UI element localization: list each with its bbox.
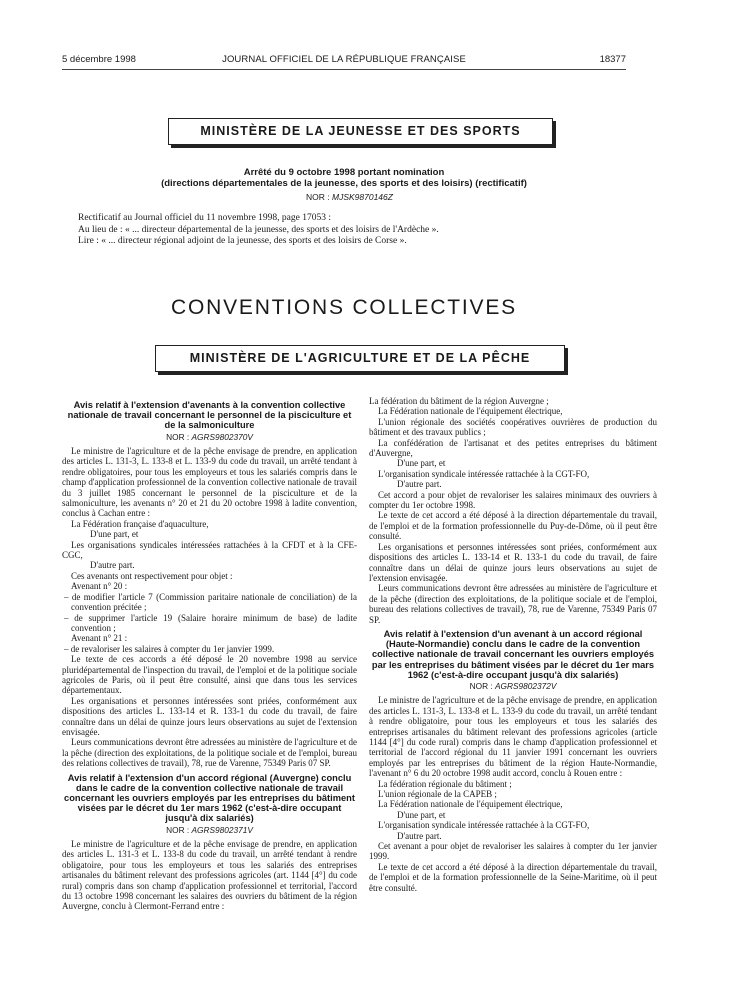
paragraph: D'une part, et: [397, 809, 446, 820]
lire-line: Lire : « ... directeur régional adjoint de la jeunesse, des sports et des loisirs de Corse ».: [78, 236, 407, 246]
arrete-nor: NOR : MJSK9870146Z: [306, 192, 393, 202]
paragraph: L'union régionale des sociétés coopératives ouvrières de production du bâtiment et des travaux publics ;: [369, 416, 657, 438]
paragraph: Cet avenant a pour objet de revaloriser les salaires à compter du 1er janvier 1999.: [369, 841, 657, 862]
list-item: – de modifier l'article 7 (Commission paritaire nationale de conciliation) de la convention précitée ;: [64, 591, 357, 613]
paragraph: L'organisation syndicale intéressée rattachée à la CGT-FO,: [378, 820, 590, 831]
header-date: 5 décembre 1998: [62, 54, 136, 65]
paragraph: La fédération régionale du bâtiment ;: [378, 778, 512, 789]
avis-title: Avis relatif à l'extension d'un accord régional (Auvergne) conclu dans le cadre de la convention collective nationale de travail concernant les ouvriers employés par les entreprises du bâtiment visées par le décret du 1er mars 1962 (c'est-à-dire occupant jusqu'à dix salariés): [64, 772, 355, 824]
paragraph: D'autre part.: [90, 560, 135, 571]
paragraph: Les organisations syndicales intéressées rattachées à la CFDT et à la CFE-CGC,: [62, 539, 357, 561]
paragraph: La fédération du bâtiment de la région Auvergne ;: [369, 396, 549, 406]
paragraph: Le ministre de l'agriculture et de la pêche envisage de prendre, en application des articles L. 131-3 et L. 133-8 du code du travail, un arrêté tendant à rendre obligatoire, pour tous les employeurs et tous les salariés des entreprises artisanales du bâtiment relevant des professions agricoles (art. 1144 [4°] du code rural) compris dans son champ d'application professionnel et territorial, l'accord du 13 octobre 1998 concernant les salaires des ouvriers du bâtiment de la région Auvergne, conclu à Clermont-Ferrand entre :: [62, 839, 357, 912]
paragraph: D'autre part.: [397, 479, 442, 490]
paragraph: La Fédération française d'aquaculture,: [71, 518, 209, 529]
header-rule: [62, 69, 626, 70]
paragraph: D'autre part.: [397, 830, 442, 841]
paragraph: Les organisations et personnes intéressées sont priées, conformément aux dispositions des articles L. 133-14 et R. 133-1 du code du travail, de faire connaître dans un délai de quinze jours leurs observations au sujet de l'extension envisagée.: [369, 541, 657, 583]
paragraph: La Fédération nationale de l'équipement électrique,: [378, 799, 563, 810]
paragraph: D'une part, et: [397, 458, 446, 469]
avis-nor: NOR : AGRS9802372V: [469, 680, 557, 691]
paragraph: La confédération de l'artisanat et des petites entreprises du bâtiment d'Auvergne,: [369, 437, 657, 459]
paragraph: Le texte de cet accord a été déposé à la direction départementale du travail, de l'emploi et de la formation professionnelle du Puy-de-Dôme, où il peut être consulté.: [369, 510, 657, 542]
rectificatif-line: Rectificatif au Journal officiel du 11 novembre 1998, page 17053 :: [78, 213, 331, 223]
left-column: [62, 396, 357, 912]
paragraph: L'organisation syndicale intéressée rattachée à la CGT-FO,: [378, 468, 590, 479]
au-lieu-de-line: Au lieu de : « ... directeur départemental de la jeunesse, des sports et des loisirs de l'Ardèche ».: [78, 224, 439, 235]
paragraph: Le texte de cet accord a été déposé à la direction départementale du travail, de l'emploi et de la formation professionnelle de la Seine-Maritime, où il peut être consulté.: [369, 861, 657, 893]
ministry-heading-agriculture: MINISTÈRE DE L'AGRICULTURE ET DE LA PÊCHE: [155, 345, 565, 372]
list-item: – de revaloriser les salaires à compter du 1er janvier 1999.: [64, 643, 275, 654]
paragraph: Ces avenants ont respectivement pour objet :: [71, 570, 233, 581]
paragraph: Le ministre de l'agriculture et de la pêche envisage de prendre, en application des articles L. 131-3, L. 133-8 et L. 133-9 du code du travail, un arrêté tendant à rendre obligatoires, pour tous les employeurs et tous les salariés compris dans le champ d'application professionnel de la convention collective nationale de travail du 3 juillet 1985 concernant le personnel de la pisciculture et de la salmoniculture, les avenants n° 20 et 21 du 20 octobre 1998 à ladite convention, conclus à Cachan entre :: [62, 446, 357, 519]
paragraph: Avenant n° 21 :: [71, 633, 128, 644]
running-header: [62, 54, 626, 68]
paragraph: Cet accord a pour objet de revaloriser les salaires minimaux des ouvriers à compter du 1er octobre 1998.: [369, 489, 657, 511]
right-column: [369, 396, 657, 893]
paragraph: Leurs communications devront être adressées au ministère de l'agriculture et de la pêche (direction des exploitations, de la politique sociale et de l'emploi, bureau des relations collectives de travail), 78, rue de Varenne, 75349 Paris 07 SP.: [62, 737, 358, 769]
paragraph: Avenant n° 20 :: [71, 581, 128, 592]
avis-nor: NOR : AGRS9802371V: [166, 824, 253, 835]
paragraph: D'une part, et: [90, 529, 139, 540]
paragraph: Le texte de ces accords a été déposé le 20 novembre 1998 au service pluridépartemental de l'inspection du travail, de l'emploi et de la politique sociale agricoles de Paris, où il peut être consulté, ainsi que dans tous les services départementaux.: [62, 654, 357, 696]
paragraph: Leurs communications devront être adressées au ministère de l'agriculture et de la pêche (direction des exploitations, de la politique sociale et de l'emploi, bureau des relations collectives de travail), 78, rue de Varenne, 75349 Paris 07 SP.: [369, 583, 657, 625]
rectificatif-block: [78, 213, 598, 248]
paragraph: Le ministre de l'agriculture et de la pêche envisage de prendre, en application des articles L. 131-3, L. 133-8 et L. 133-9 du code du travail, un arrêté tendant à rendre obligatoire, pour tous les employeurs et tous les salariés des entreprises artisanales du bâtiment relevant des professions agricoles (article 1144 [4°] du code rural) compris dans le champ d'application professionnel et territorial de l'accord régional du 11 janvier 1991 concernant les ouvriers employés par les entreprises du bâtiment de la région Haute-Normandie, l'avenant n° 6 du 20 octobre 1998 audit accord, conclu à Rouen entre :: [369, 695, 657, 779]
arrete-title-line2: (directions départementales de la jeunesse, des sports et des loisirs) (rectificatif): [161, 178, 527, 189]
header-page-number: 18377: [599, 54, 626, 65]
avis-title: Avis relatif à l'extension d'avenants à la convention collective nationale de travail concernant le personnel de la pisciculture et de la salmoniculture: [67, 400, 352, 431]
arrete-title-line1: Arrêté du 9 octobre 1998 portant nomination: [243, 167, 445, 178]
avis-title: Avis relatif à l'extension d'un avenant à un accord régional (Haute-Normandie) conclu dans le cadre de la convention collective nationale de travail concernant les ouvriers employés par les entreprises du bâtiment visées par le décret du 1er mars 1962 (c'est-à-dire occupant jusqu'à dix salariés): [371, 628, 655, 680]
paragraph: La Fédération nationale de l'équipement électrique,: [378, 406, 563, 417]
paragraph: Les organisations et personnes intéressées sont priées, conformément aux dispositions des articles L. 133-14 et R. 133-1 du code du travail, de faire connaître dans un délai de quinze jours leurs observations au sujet de l'extension envisagée.: [62, 695, 357, 737]
avis-nor: NOR : AGRS9802370V: [166, 431, 253, 442]
header-journal-title: JOURNAL OFFICIEL DE LA RÉPUBLIQUE FRANÇAISE: [222, 54, 466, 65]
ministry-heading-jeunesse: MINISTÈRE DE LA JEUNESSE ET DES SPORTS: [168, 118, 553, 145]
list-item: – de supprimer l'article 19 (Salaire horaire minimum de base) de ladite convention ;: [64, 612, 357, 633]
conventions-collectives-title: CONVENTIONS COLLECTIVES: [171, 296, 517, 319]
paragraph: L'union régionale de la CAPEB ;: [378, 789, 497, 800]
